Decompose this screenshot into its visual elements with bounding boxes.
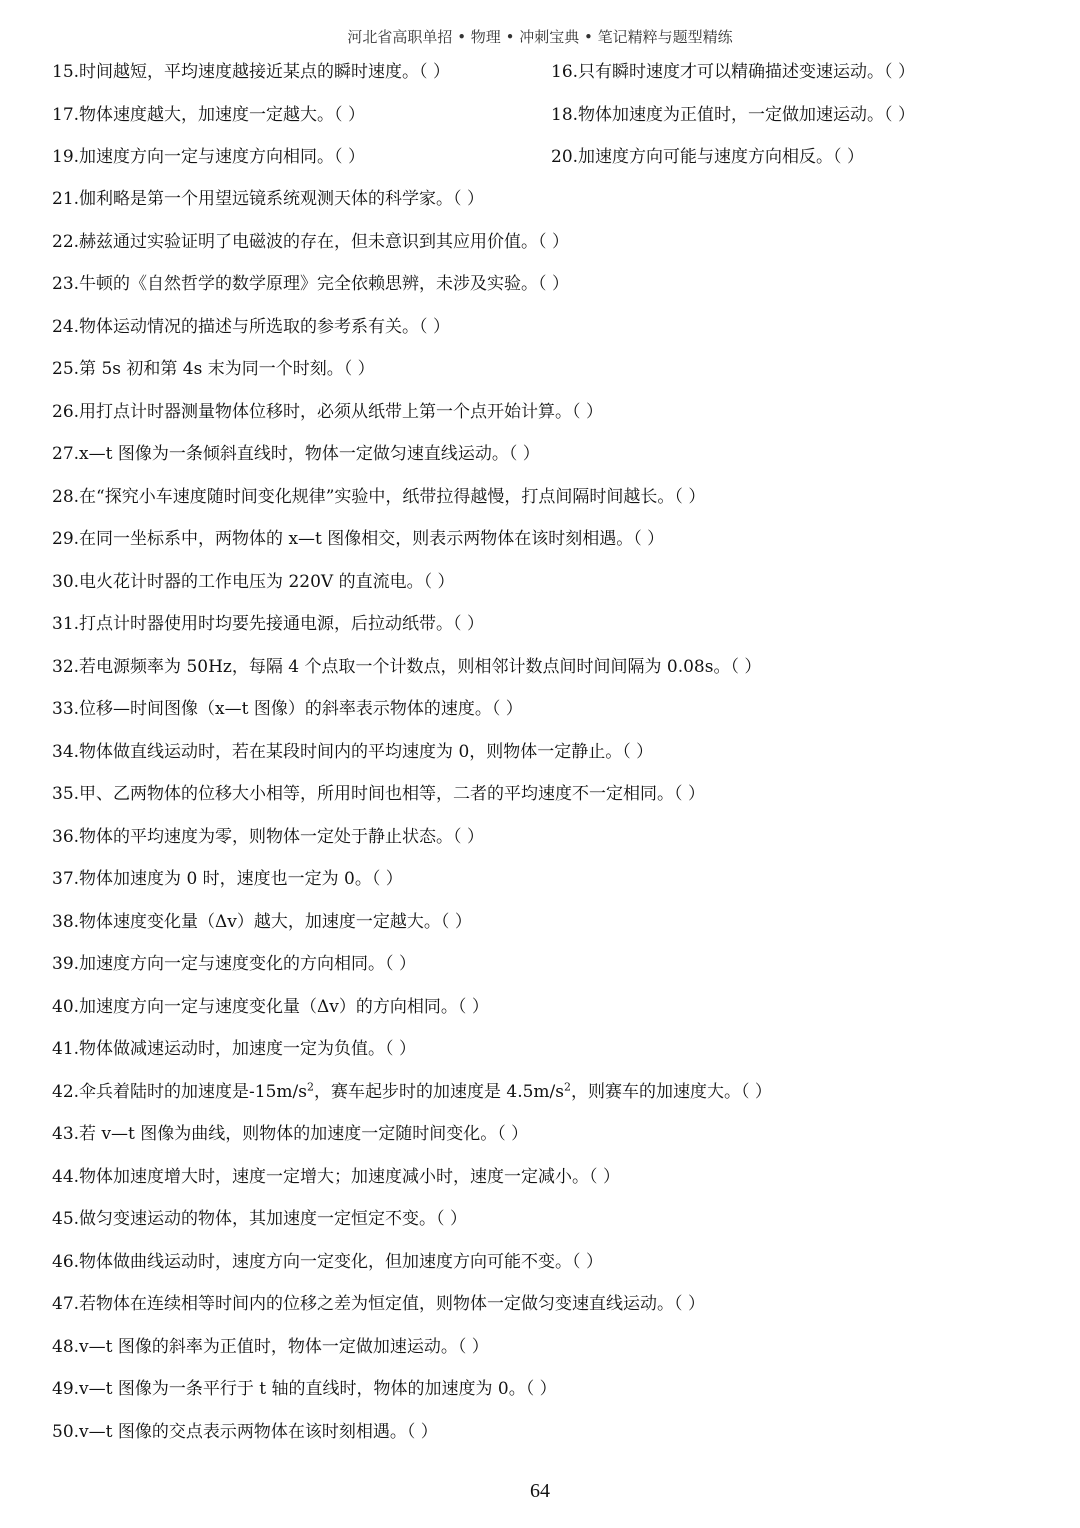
question-23: 23.牛顿的《自然哲学的数学原理》完全依赖思辨，未涉及实验。（ ）	[52, 274, 569, 294]
question-29: 29.在同一坐标系中，两物体的 x—t 图像相交，则表示两物体在该时刻相遇。（ ）	[52, 529, 665, 549]
question-15: 15.时间越短，平均速度越接近某点的瞬时速度。（ ）	[52, 62, 450, 82]
question-20: 20.加速度方向可能与速度方向相反。（ ）	[551, 147, 864, 167]
question-42-part-b: ，赛车起步时的加速度是 4.5m/s	[313, 1082, 564, 1102]
question-21: 21.伽利略是第一个用望远镜系统观测天体的科学家。（ ）	[52, 189, 484, 209]
question-46: 46.物体做曲线运动时，速度方向一定变化，但加速度方向可能不变。（ ）	[52, 1252, 603, 1272]
superscript-2: 2	[564, 1080, 571, 1094]
question-49: 49.v—t 图像为一条平行于 t 轴的直线时，物体的加速度为 0。（ ）	[52, 1379, 557, 1399]
question-26: 26.用打点计时器测量物体位移时，必须从纸带上第一个点开始计算。（ ）	[52, 402, 603, 422]
question-24: 24.物体运动情况的描述与所选取的参考系有关。（ ）	[52, 317, 450, 337]
question-31: 31.打点计时器使用时均要先接通电源，后拉动纸带。（ ）	[52, 614, 484, 634]
question-34: 34.物体做直线运动时，若在某段时间内的平均速度为 0，则物体一定静止。（ ）	[52, 742, 654, 762]
question-22: 22.赫兹通过实验证明了电磁波的存在，但未意识到其应用价值。（ ）	[52, 232, 569, 252]
question-19: 19.加速度方向一定与速度方向相同。（ ）	[52, 147, 365, 167]
page-number: 64	[530, 1480, 550, 1502]
question-32: 32.若电源频率为 50Hz，每隔 4 个点取一个计数点，则相邻计数点间时间间隔为 0.08s。（ ）	[52, 657, 762, 677]
question-48: 48.v—t 图像的斜率为正值时，物体一定做加速运动。（ ）	[52, 1337, 489, 1357]
question-40: 40.加速度方向一定与速度变化量（Δv）的方向相同。（ ）	[52, 997, 489, 1017]
question-38: 38.物体速度变化量（Δv）越大，加速度一定越大。（ ）	[52, 912, 472, 932]
question-17: 17.物体速度越大，加速度一定越大。（ ）	[52, 105, 365, 125]
question-30: 30.电火花计时器的工作电压为 220V 的直流电。（ ）	[52, 572, 455, 592]
question-28: 28.在“探究小车速度随时间变化规律”实验中，纸带拉得越慢，打点间隔时间越长。（ ）	[52, 487, 706, 507]
question-33: 33.位移—时间图像（x—t 图像）的斜率表示物体的速度。（ ）	[52, 699, 523, 719]
question-47: 47.若物体在连续相等时间内的位移之差为恒定值，则物体一定做匀变速直线运动。（ ）	[52, 1294, 705, 1314]
question-41: 41.物体做减速运动时，加速度一定为负值。（ ）	[52, 1039, 416, 1059]
question-37: 37.物体加速度为 0 时，速度也一定为 0。（ ）	[52, 869, 403, 889]
question-42	[52, 1080, 1042, 1104]
question-36: 36.物体的平均速度为零，则物体一定处于静止状态。（ ）	[52, 827, 484, 847]
question-43: 43.若 v—t 图像为曲线，则物体的加速度一定随时间变化。（ ）	[52, 1124, 529, 1144]
question-16: 16.只有瞬时速度才可以精确描述变速运动。（ ）	[551, 62, 915, 82]
question-42-part-c: ，则赛车的加速度大。（ ）	[571, 1082, 772, 1102]
question-42-part-a: 42.伞兵着陆时的加速度是-15m/s	[52, 1082, 307, 1102]
superscript-2: 2	[306, 1080, 314, 1094]
question-44: 44.物体加速度增大时，速度一定增大；加速度减小时，速度一定减小。（ ）	[52, 1167, 620, 1187]
question-27: 27.x—t 图像为一条倾斜直线时，物体一定做匀速直线运动。（ ）	[52, 444, 540, 464]
question-18: 18.物体加速度为正值时，一定做加速运动。（ ）	[551, 105, 915, 125]
question-50: 50.v—t 图像的交点表示两物体在该时刻相遇。（ ）	[52, 1422, 438, 1442]
question-45: 45.做匀变速运动的物体，其加速度一定恒定不变。（ ）	[52, 1209, 467, 1229]
running-header: 河北省高职单招 • 物理 • 冲刺宝典 • 笔记精粹与题型精练	[347, 28, 733, 46]
question-35: 35.甲、乙两物体的位移大小相等，所用时间也相等，二者的平均速度不一定相同。（ ）	[52, 784, 705, 804]
question-25: 25.第 5s 初和第 4s 末为同一个时刻。（ ）	[52, 359, 375, 379]
question-39: 39.加速度方向一定与速度变化的方向相同。（ ）	[52, 954, 416, 974]
